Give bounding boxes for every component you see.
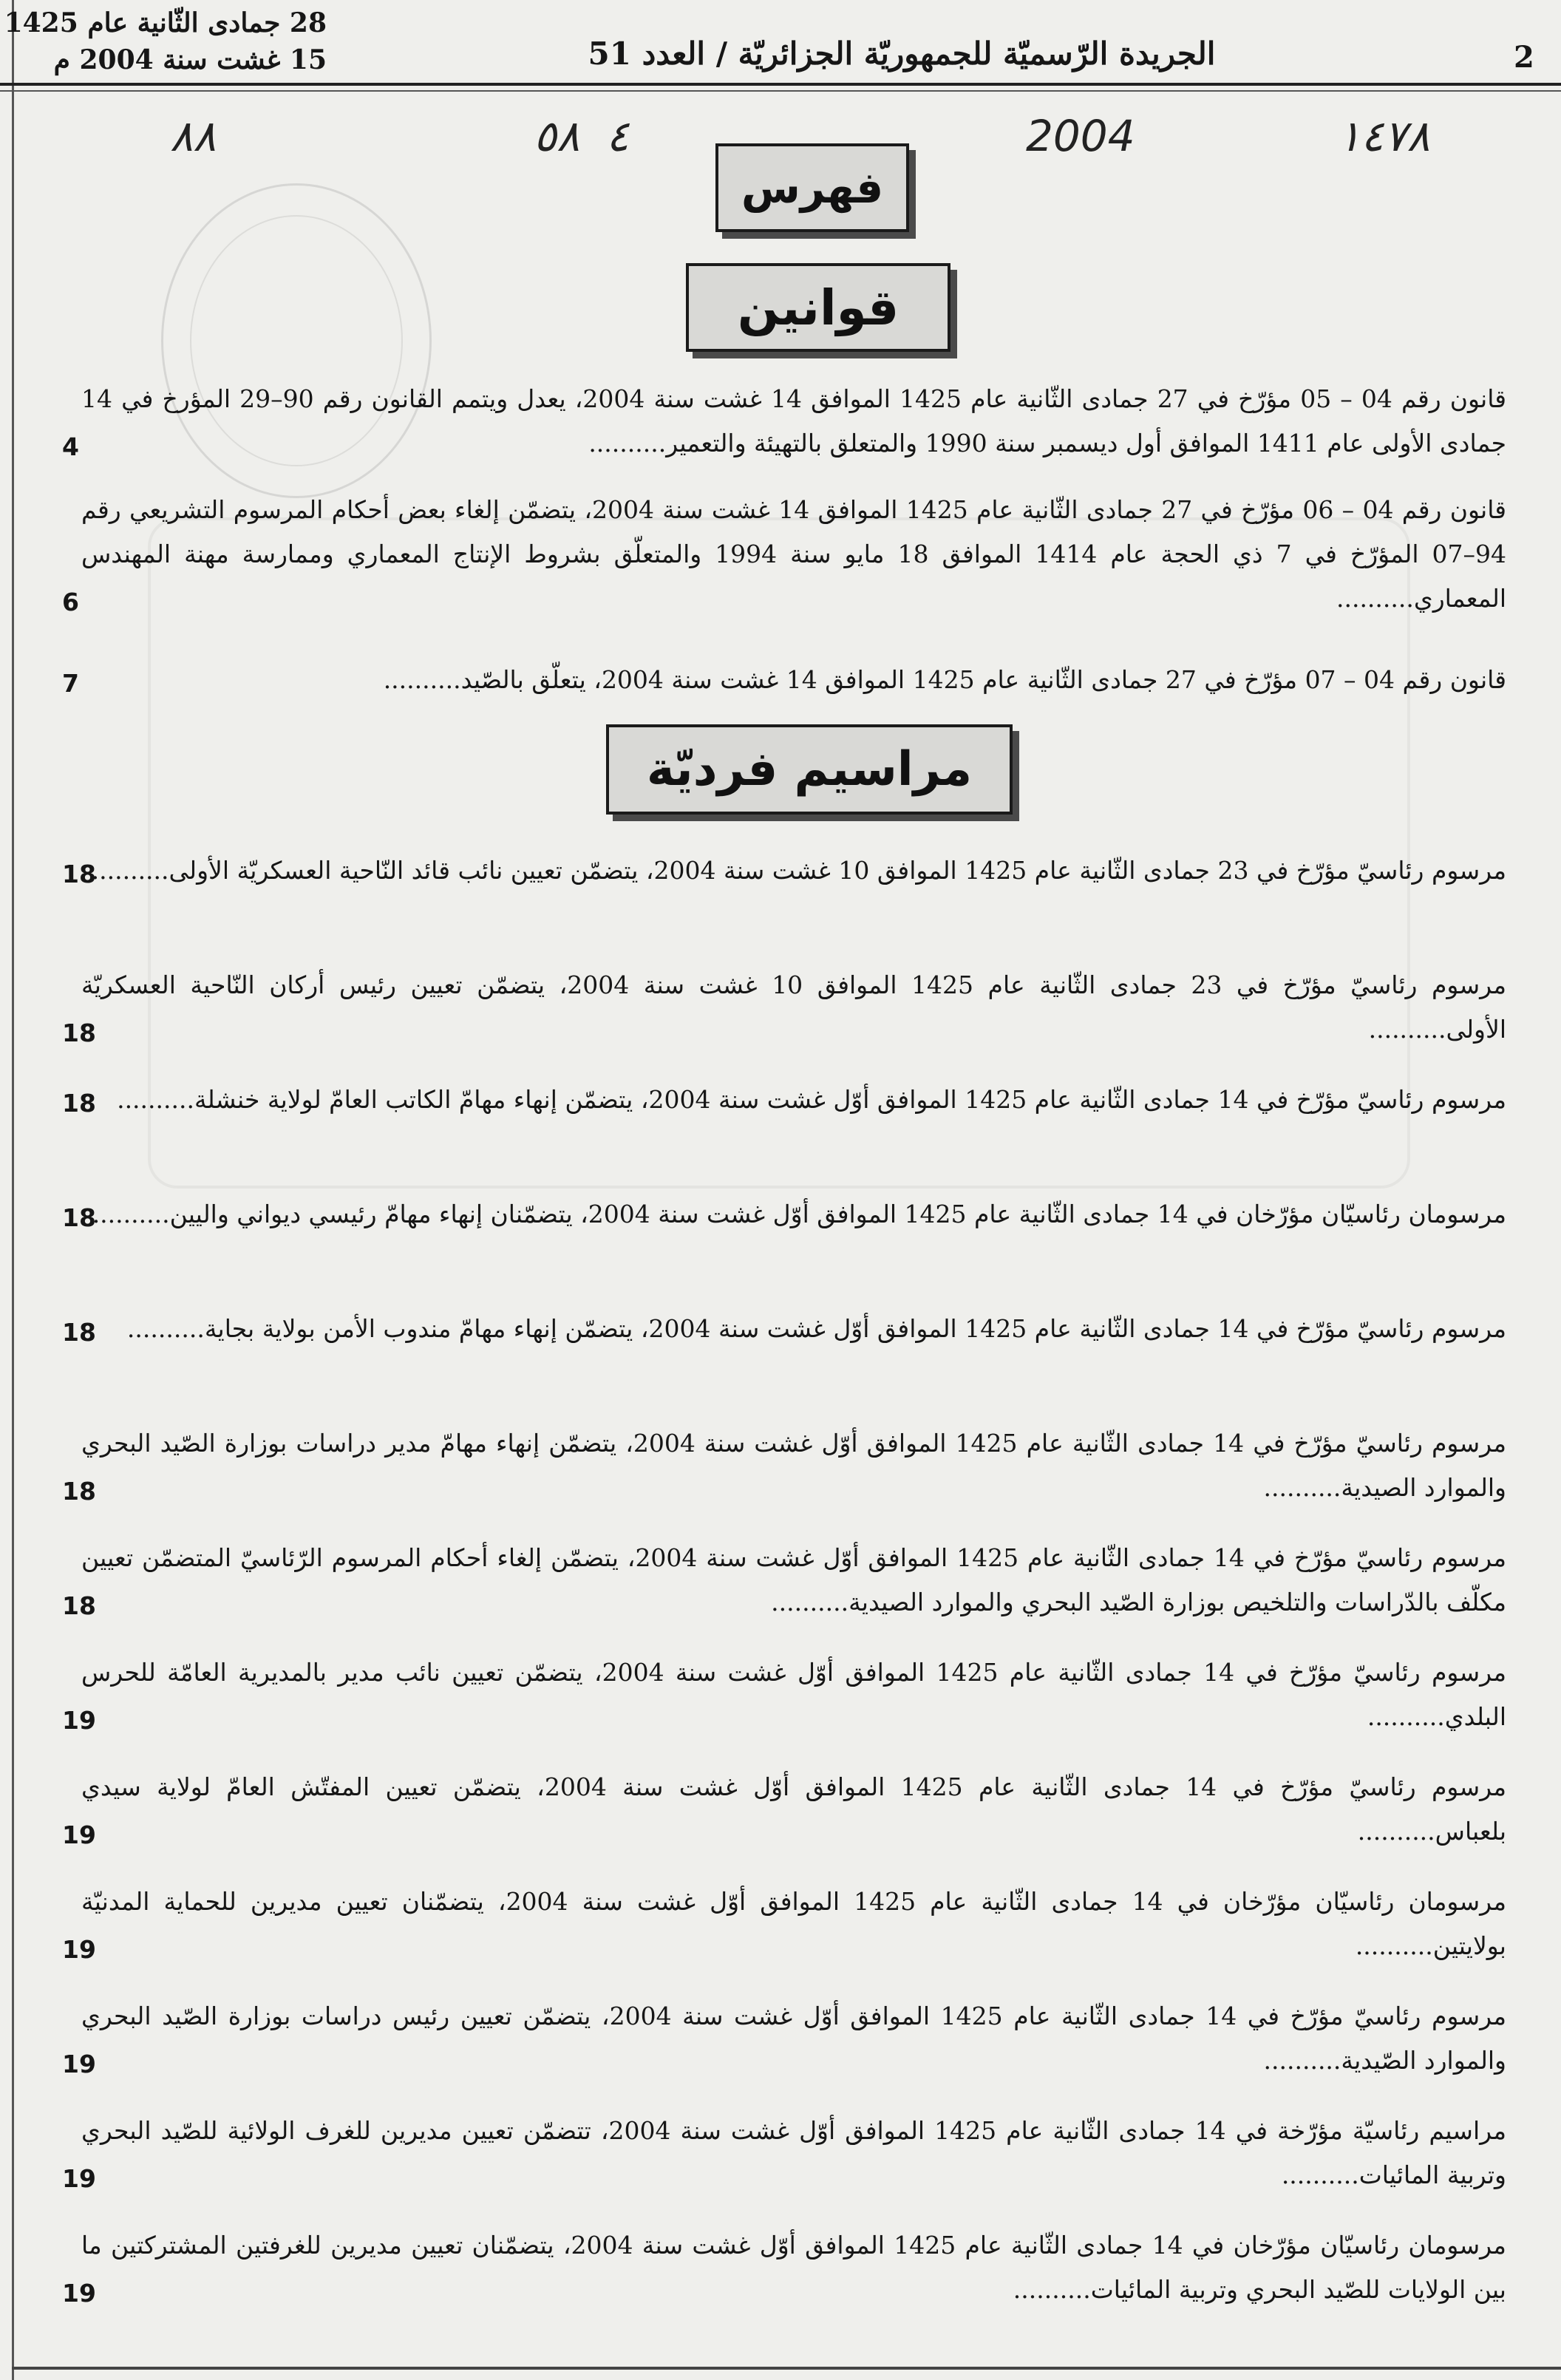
toc-entry[interactable]: [62, 377, 1507, 466]
toc-entry[interactable]: [62, 1307, 1506, 1351]
handwritten-note: ٥٨: [534, 111, 580, 161]
entry-text: مراسيم رئاسيّة مؤرّخة في 14 جمادى الثّانية عام 1425 الموافق أوّل غشت سنة 2004، تتضمّن تعيين مديرين للغرف الولائية للصّيد البحري وتربية المائيات..........: [81, 2116, 1507, 2189]
entry-page-number: 18: [62, 860, 96, 888]
toc-entry[interactable]: [62, 2109, 1507, 2197]
issue-date-hijri: 28 جمادى الثّانية عام 1425: [4, 7, 327, 38]
laws-banner: قوانين: [686, 263, 950, 352]
entry-text: مرسوم رئاسيّ مؤرّخ في 23 جمادى الثّانية عام 1425 الموافق 10 غشت سنة 2004، يتضمّن تعيين نائب قائد النّاحية العسكريّة الأولى..........: [91, 856, 1506, 885]
entry-text: مرسوم رئاسيّ مؤرّخ في 14 جمادى الثّانية عام 1425 الموافق أوّل غشت سنة 2004، يتضمّن إنهاء مهامّ مندوب الأمن بولاية بجاية..........: [126, 1314, 1506, 1343]
entry-page-number: 19: [62, 1820, 96, 1849]
toc-entry[interactable]: [62, 1994, 1507, 2083]
entry-page-number: 18: [62, 1591, 96, 1620]
page-frame-bottom: [12, 2367, 1561, 2370]
entry-page-number: 19: [62, 2164, 96, 2193]
handwritten-note: ١٤٧٨: [1338, 111, 1430, 161]
toc-entry[interactable]: [62, 1078, 1506, 1122]
toc-entry[interactable]: [62, 1765, 1507, 1854]
header-rule: [0, 83, 1561, 86]
entry-page-number: 6: [62, 588, 79, 616]
toc-entry[interactable]: [62, 1650, 1507, 1739]
issue-date-gregorian: 15 غشت سنة 2004 م: [53, 44, 327, 75]
entry-page-number: 18: [62, 1477, 96, 1506]
entry-page-number: 18: [62, 1318, 96, 1347]
entry-page-number: 7: [62, 669, 79, 698]
toc-entry[interactable]: [62, 2223, 1506, 2312]
entry-text: قانون رقم 04 – 05 مؤرّخ في 27 جمادى الثّانية عام 1425 الموافق 14 غشت سنة 2004، يعدل ويتمم القانون رقم 90–29 المؤرخ في 14 جمادى الأولى عام 1411 الموافق أول ديسمبر سنة 1990 والمتعلق بالتهيئة والتعمير..........: [81, 384, 1507, 458]
handwritten-note: ٨٨: [170, 111, 217, 161]
entry-text: مرسوم رئاسيّ مؤرّخ في 14 جمادى الثّانية عام 1425 الموافق أوّل غشت سنة 2004، يتضمّن إلغاء أحكام المرسوم الرّئاسيّ المتضمّن تعيين مكلّف بالدّراسات والتلخيص بوزارة الصّيد البحري والموارد الصيدية..........: [81, 1543, 1507, 1616]
entry-text: مرسوم رئاسيّ مؤرّخ في 23 جمادى الثّانية عام 1425 الموافق 10 غشت سنة 2004، يتضمّن تعيين رئيس أركان النّاحية العسكريّة الأولى..........: [81, 970, 1507, 1044]
toc-entry[interactable]: [62, 658, 1506, 702]
entry-text: مرسوم رئاسيّ مؤرّخ في 14 جمادى الثّانية عام 1425 الموافق أوّل غشت سنة 2004، يتضمّن تعيين المفتّش العامّ لولاية سيدي بلعباس..........: [81, 1772, 1507, 1846]
toc-entry[interactable]: [62, 963, 1507, 1052]
toc-entry[interactable]: [62, 849, 1506, 893]
entry-text: قانون رقم 04 – 07 مؤرّخ في 27 جمادى الثّانية عام 1425 الموافق 14 غشت سنة 2004، يتعلّق بالصّيد..........: [383, 665, 1506, 694]
toc-entry[interactable]: [62, 1880, 1506, 1968]
index-banner: فهرس: [715, 143, 909, 232]
decrees-banner: مراسيم فرديّة: [606, 724, 1013, 815]
header-rule-thin: [0, 90, 1561, 92]
entry-page-number: 19: [62, 2050, 96, 2078]
page-number: 2: [1514, 40, 1534, 75]
entry-text: قانون رقم 04 – 06 مؤرّخ في 27 جمادى الثّانية عام 1425 الموافق 14 غشت سنة 2004، يتضمّن إلغاء بعض أحكام المرسوم التشريعي رقم 94–07 المؤرّخ في 7 ذي الحجة عام 1414 الموافق 18 مايو سنة 1994 والمتعلّق بشروط الإنتاج المعماري وممارسة مهنة المهندس المعماري..........: [81, 495, 1507, 613]
toc-entry[interactable]: [62, 488, 1507, 621]
handwritten-note: 2004: [1026, 111, 1135, 161]
entry-text: مرسوم رئاسيّ مؤرّخ في 14 جمادى الثّانية عام 1425 الموافق أوّل غشت سنة 2004، يتضمّن تعيين رئيس دراسات بوزارة الصّيد البحري والموارد الصّيدية..........: [81, 2002, 1507, 2075]
issue-date: [4, 4, 327, 78]
toc-entry[interactable]: [62, 1536, 1507, 1625]
entry-page-number: 18: [62, 1089, 96, 1118]
page-header: [0, 0, 1561, 83]
entry-text: مرسومان رئاسيّان مؤرّخان في 14 جمادى الثّانية عام 1425 الموافق أوّل غشت سنة 2004، يتضمّنان إنهاء مهامّ رئيسي ديواني واليين..........: [92, 1200, 1506, 1228]
page-frame-left: [12, 0, 14, 2380]
gazette-title: الجريدة الرّسميّة للجمهوريّة الجزائريّة / العدد 51: [588, 35, 1216, 72]
entry-text: مرسوم رئاسيّ مؤرّخ في 14 جمادى الثّانية عام 1425 الموافق أوّل غشت سنة 2004، يتضمّن إنهاء مهامّ مدير دراسات بوزارة الصّيد البحري والموارد الصيدية..........: [81, 1429, 1507, 1502]
entry-text: مرسومان رئاسيّان مؤرّخان في 14 جمادى الثّانية عام 1425 الموافق أوّل غشت سنة 2004، يتضمّنان تعيين مديرين للغرفتين المشتركتين ما بين الولايات للصّيد البحري وتربية المائيات..........: [81, 2231, 1506, 2304]
toc-entry[interactable]: [62, 1192, 1506, 1237]
entry-page-number: 18: [62, 1019, 96, 1047]
entry-text: مرسوم رئاسيّ مؤرّخ في 14 جمادى الثّانية عام 1425 الموافق أوّل غشت سنة 2004، يتضمّن إنهاء مهامّ الكاتب العامّ لولاية خنشلة..........: [117, 1085, 1506, 1114]
entry-text: مرسوم رئاسيّ مؤرّخ في 14 جمادى الثّانية عام 1425 الموافق أوّل غشت سنة 2004، يتضمّن تعيين نائب مدير بالمديرية العامّة للحرس البلدي..........: [81, 1658, 1507, 1731]
entry-page-number: 4: [62, 432, 79, 461]
entry-page-number: 19: [62, 2279, 96, 2308]
handwritten-note: ٤: [606, 111, 630, 161]
entry-page-number: 19: [62, 1935, 96, 1964]
toc-entry[interactable]: [62, 1421, 1507, 1510]
entry-text: مرسومان رئاسيّان مؤرّخان في 14 جمادى الثّانية عام 1425 الموافق أوّل غشت سنة 2004، يتضمّنان تعيين مديرين للحماية المدنيّة بولايتين..........: [81, 1887, 1506, 1960]
entry-page-number: 19: [62, 1706, 96, 1735]
entry-page-number: 18: [62, 1203, 96, 1232]
